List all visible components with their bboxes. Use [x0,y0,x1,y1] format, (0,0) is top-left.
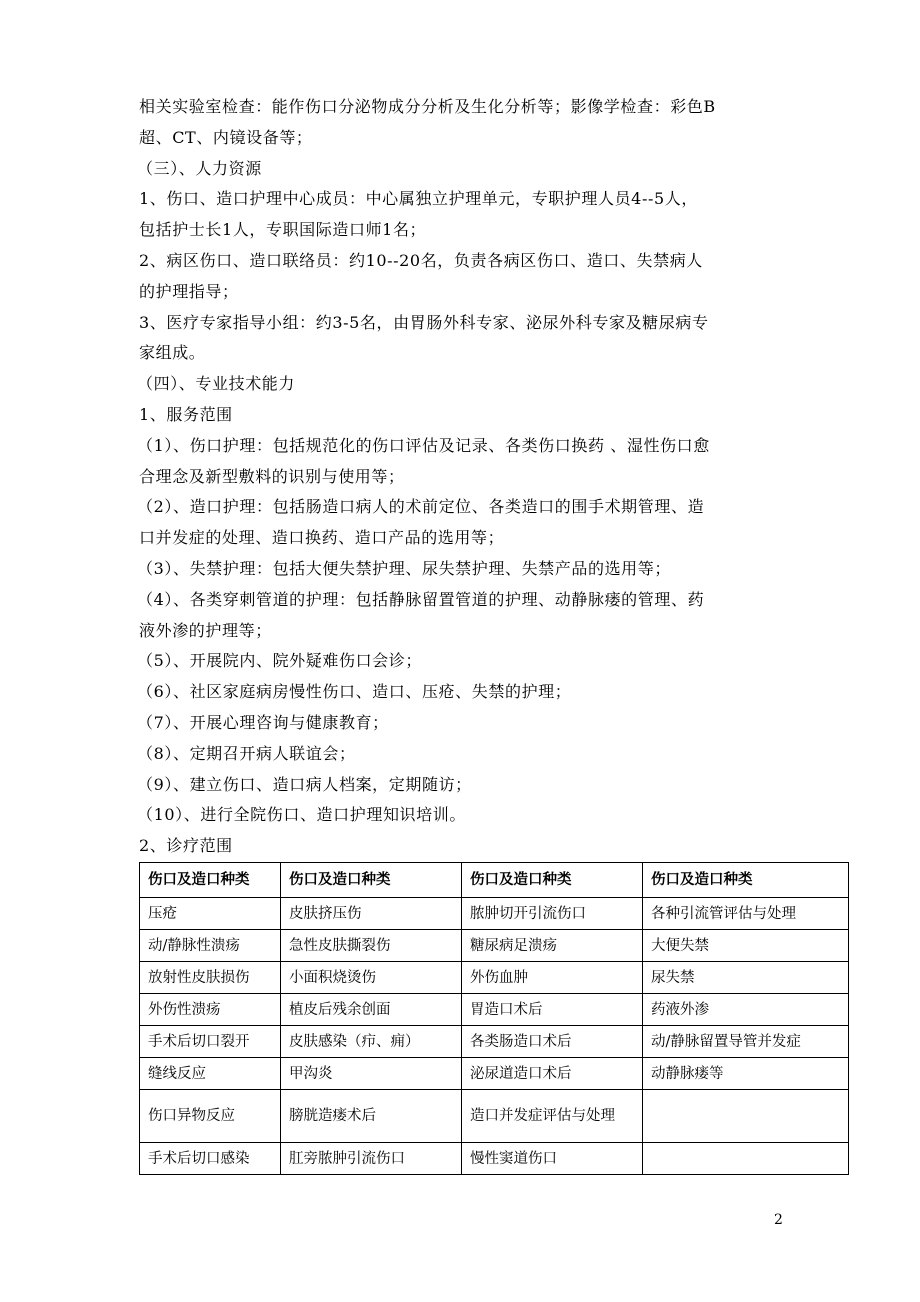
paragraph-line: （4）、各类穿刺管道的护理：包括静脉留置管道的护理、动静脉瘘的管理、药 [137,589,705,609]
subsection-heading: 1、服务范围 [139,404,233,424]
table-cell: 大便失禁 [643,930,849,962]
paragraph-line: 超、CT、内镜设备等； [139,127,313,147]
paragraph-line: （5）、开展院内、院外疑难伤口会诊； [137,651,422,671]
table-cell: 药液外渗 [643,994,849,1026]
table-cell: 尿失禁 [643,962,849,994]
table-row [140,1143,849,1175]
table-row [140,962,849,994]
table-cell: 各种引流管评估与处理 [643,898,849,930]
table-cell: 缝线反应 [140,1058,281,1090]
paragraph-line: （9）、建立伤口、造口病人档案，定期随访； [137,774,472,794]
table-cell: 皮肤感染（疖、痈） [281,1026,462,1058]
section-heading: （三）、人力资源 [137,158,262,178]
table-cell [643,1090,849,1143]
paragraph-line: 家组成。 [139,343,206,363]
paragraph-line: 的护理指导； [139,281,239,301]
paragraph-line: 包括护士长1人，专职国际造口师1名； [139,220,427,240]
paragraph-line: 液外渗的护理等； [139,620,272,640]
wound-type-table [139,862,849,1175]
table-cell: 压疮 [140,898,281,930]
table-row [140,994,849,1026]
table-header-cell: 伤口及造口种类 [643,863,849,898]
paragraph-line: （7）、开展心理咨询与健康教育； [137,712,389,732]
paragraph-line: 相关实验室检查：能作伤口分泌物成分分析及生化分析等；影像学检查：彩色B [139,97,716,116]
table-cell: 各类肠造口术后 [462,1026,643,1058]
table-row [140,930,849,962]
subsection-heading: 2、诊疗范围 [139,836,233,856]
table-cell: 小面积烧烫伤 [281,962,462,994]
table-header-row [140,863,849,898]
table-header-cell: 伤口及造口种类 [462,863,643,898]
table-cell: 胃造口术后 [462,994,643,1026]
table-cell: 泌尿道造口术后 [462,1058,643,1090]
paragraph-line: 1、伤口、造口护理中心成员：中心属独立护理单元，专职护理人员4--5人， [139,189,698,209]
table-header-cell: 伤口及造口种类 [140,863,281,898]
table-cell: 甲沟炎 [281,1058,462,1090]
table-cell: 手术后切口感染 [140,1143,281,1175]
paragraph-line: 2、病区伤口、造口联络员：约10--20名，负责各病区伤口、造口、失禁病人 [139,250,703,270]
table-cell: 动/静脉性溃疡 [140,930,281,962]
table-cell: 皮肤挤压伤 [281,898,462,930]
table-cell: 造口并发症评估与处理 [462,1090,643,1143]
table-cell: 慢性窦道伤口 [462,1143,643,1175]
paragraph-line: （1）、伤口护理：包括规范化的伤口评估及记录、各类伤口换药 、湿性伤口愈 [137,435,710,455]
table-cell: 植皮后残余创面 [281,994,462,1026]
paragraph-line: 3、医疗专家指导小组：约3-5名，由胃肠外科专家、泌尿外科专家及糖尿病专 [139,312,709,332]
paragraph-line: （2）、造口护理：包括肠造口病人的术前定位、各类造口的围手术期管理、造 [137,497,705,517]
table-cell: 外伤性溃疡 [140,994,281,1026]
paragraph-line: （10）、进行全院伤口、造口护理知识培训。 [137,805,466,825]
table-cell: 伤口异物反应 [140,1090,281,1143]
table-cell: 外伤血肿 [462,962,643,994]
paragraph-line: （8）、定期召开病人联谊会； [137,743,356,763]
table-row [140,898,849,930]
table-cell: 脓肿切开引流伤口 [462,898,643,930]
table-cell: 手术后切口裂开 [140,1026,281,1058]
table-header-cell: 伤口及造口种类 [281,863,462,898]
table-cell: 急性皮肤撕裂伤 [281,930,462,962]
paragraph-line: 合理念及新型敷料的识别与使用等； [139,466,405,486]
paragraph-line: 口并发症的处理、造口换药、造口产品的选用等； [139,528,505,548]
table-row [140,1058,849,1090]
table-cell: 肛旁脓肿引流伤口 [281,1143,462,1175]
table-row [140,1026,849,1058]
table-cell: 动静脉瘘等 [643,1058,849,1090]
body-text [139,92,787,862]
table-row [140,1090,849,1143]
page-number: 2 [774,1212,783,1228]
section-heading: （四）、专业技术能力 [137,374,296,394]
table-cell: 动/静脉留置导管并发症 [643,1026,849,1058]
paragraph-line: （6）、社区家庭病房慢性伤口、造口、压疮、失禁的护理； [137,682,572,702]
paragraph-line: （3）、失禁护理：包括大便失禁护理、尿失禁护理、失禁产品的选用等； [137,558,671,578]
table-cell: 糖尿病足溃疡 [462,930,643,962]
table-cell: 膀胱造瘘术后 [281,1090,462,1143]
table-cell: 放射性皮肤损伤 [140,962,281,994]
table-cell [643,1143,849,1175]
